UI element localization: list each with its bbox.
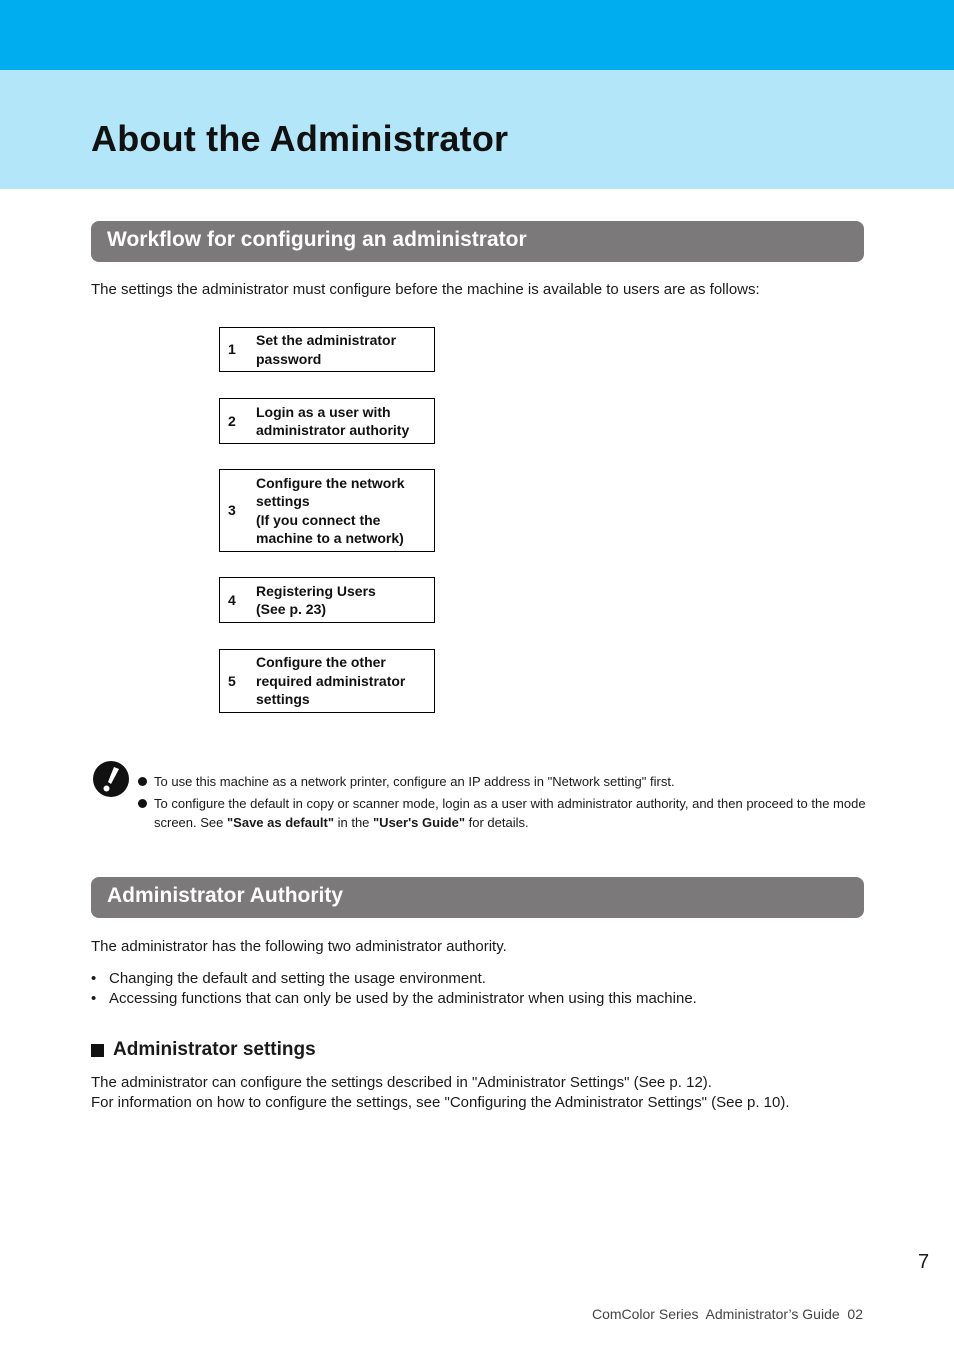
step-number: 5 <box>228 672 236 689</box>
note-item <box>136 772 866 791</box>
step-number: 2 <box>228 412 236 429</box>
settings-line-2: For information on how to configure the settings, see "Configuring the Administrator Settings" (See p. 10). <box>91 1094 790 1111</box>
page-title: About the Administrator <box>91 118 509 159</box>
square-bullet-icon <box>91 1044 104 1057</box>
step-number: 1 <box>228 341 236 358</box>
bullet-symbol: • <box>91 970 97 987</box>
list-item <box>91 989 697 1009</box>
workflow-step-4 <box>219 577 435 623</box>
bullet-symbol: • <box>91 989 97 1007</box>
step-label <box>256 472 409 550</box>
step-label-line: machine to a network) <box>256 530 404 546</box>
step-label <box>256 580 380 621</box>
list-item-text: Changing the default and setting the usage environment. <box>109 970 486 987</box>
step-label-line: settings <box>256 493 310 509</box>
list-item-text: Accessing functions that can only be used by the administrator when using this machine. <box>109 989 697 1007</box>
note-item <box>136 794 866 832</box>
workflow-step-5 <box>219 649 435 713</box>
note-text <box>136 794 866 832</box>
header-top-band <box>0 0 954 70</box>
subheading-admin-settings <box>91 1039 316 1061</box>
step-label-line: Login as a user with <box>256 403 391 420</box>
authority-intro: The administrator has the following two administrator authority. <box>91 938 507 955</box>
note-text-part: To configure the default in copy or scanner mode, login as a user with administrator authority, and then proceed to the mode screen. See <box>154 796 866 830</box>
list-item <box>91 969 697 989</box>
step-label <box>256 329 400 370</box>
bullet-dot-icon <box>138 777 147 786</box>
step-label-line: required administrator <box>256 672 406 689</box>
settings-line-1: The administrator can configure the settings described in "Administrator Settings" (See p. 12). <box>91 1074 712 1091</box>
step-label-line: Configure the other <box>256 654 386 671</box>
step-label-line: Configure the network <box>256 474 405 491</box>
exclamation-icon <box>92 760 130 798</box>
step-number: 3 <box>228 502 236 519</box>
footer-text: ComColor Series Administrator’s Guide 02 <box>591 1306 863 1322</box>
note-emphasis: "Save as default" <box>227 815 334 830</box>
bullet-dot-icon <box>138 799 147 808</box>
step-label-line: Registering Users <box>256 582 376 599</box>
step-label <box>256 651 409 711</box>
note-text: To use this machine as a network printer, configure an IP address in "Network setting" first. <box>154 774 675 789</box>
step-label-line: (See p. 23) <box>256 601 327 617</box>
workflow-step-1 <box>219 327 435 372</box>
note-emphasis: "User's Guide" <box>373 815 466 830</box>
page-number: 7 <box>918 1251 930 1273</box>
note-text-part: in the <box>333 815 374 830</box>
step-label-line: settings <box>256 691 310 708</box>
workflow-step-3 <box>219 469 435 552</box>
step-label-line: administrator authority <box>256 422 410 438</box>
note-text-part: for details. <box>465 815 529 830</box>
step-label <box>256 401 413 442</box>
subheading-text: Administrator settings <box>113 1039 316 1060</box>
step-number: 4 <box>228 591 236 608</box>
section-heading-workflow: Workflow for configuring an administrator <box>91 221 864 262</box>
workflow-intro: The settings the administrator must configure before the machine is available to users are as follows: <box>91 281 760 298</box>
workflow-step-2 <box>219 398 435 444</box>
step-label-line: password <box>256 350 322 367</box>
step-label-line: Set the administrator <box>256 332 397 348</box>
authority-list <box>91 969 697 1008</box>
section-heading-authority: Administrator Authority <box>91 877 864 918</box>
step-label-line: (If you connect the <box>256 511 381 528</box>
